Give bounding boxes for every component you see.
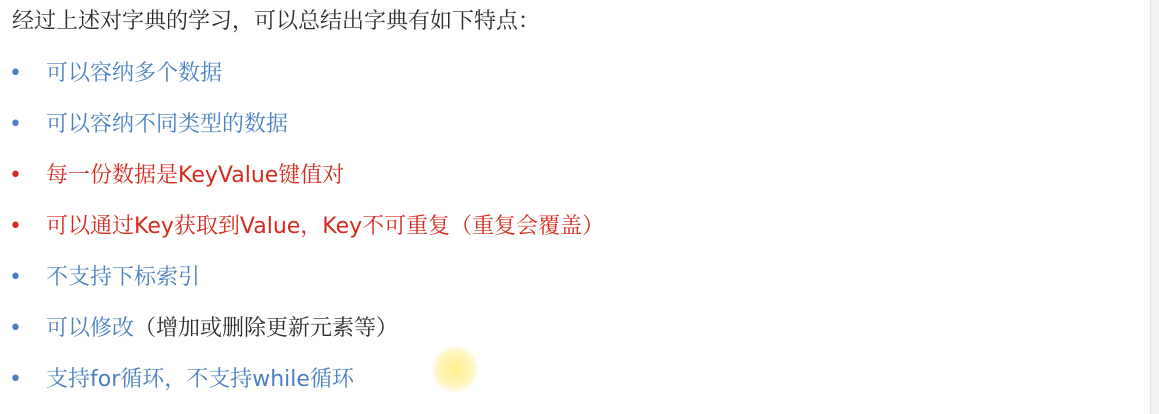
bullet-dot-icon: •: [9, 214, 22, 239]
list-item-text: 支持for循环，不支持while循环: [46, 367, 354, 392]
list-item: [0, 261, 1140, 312]
bullet-dot-icon: •: [9, 112, 22, 137]
bullet-dot-icon: •: [9, 316, 22, 341]
bullet-dot-icon: •: [9, 61, 22, 86]
list-item-text: 可以容纳多个数据: [46, 61, 223, 86]
list-item: [0, 159, 1140, 210]
list-item-text: 每一份数据是KeyValue键值对: [46, 163, 345, 188]
bullet-dot-icon: •: [9, 265, 22, 290]
list-item-text: 不支持下标索引: [46, 265, 201, 290]
cursor-highlight-icon: [432, 346, 478, 392]
feature-list: [0, 57, 1140, 414]
list-item-text: [46, 312, 398, 346]
bullet-dot-icon: •: [9, 163, 22, 188]
list-item: [0, 108, 1140, 159]
list-item-main-text: 可以修改: [46, 316, 135, 341]
list-item: [0, 363, 1140, 414]
right-edge-strip: [1150, 0, 1159, 414]
list-item: [0, 57, 1140, 108]
list-item-text: 可以通过Key获取到Value，Key不可重复（重复会覆盖）: [46, 214, 605, 239]
list-item: [0, 210, 1140, 261]
page-heading: 经过上述对字典的学习，可以总结出字典有如下特点：: [12, 9, 541, 34]
list-item-text: 可以容纳不同类型的数据: [46, 112, 289, 137]
list-item-extra-text: （增加或删除更新元素等）: [134, 316, 399, 341]
bullet-dot-icon: •: [9, 367, 22, 392]
list-item: [0, 312, 1140, 363]
